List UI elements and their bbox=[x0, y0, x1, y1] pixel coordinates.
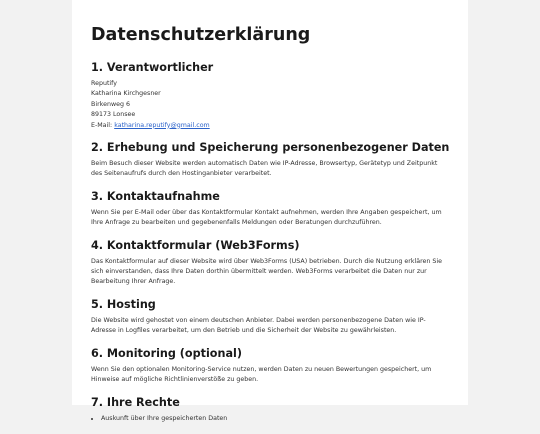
contact-person: Katharina Kirchgesner bbox=[91, 90, 161, 98]
body-line: Wenn Sie per E-Mail oder über das Kontaktformular Kontakt aufnehmen, werden Ihre Angaben gespeichert, um bbox=[91, 208, 442, 216]
section-body bbox=[91, 365, 451, 386]
city-address: 89173 Lonsee bbox=[91, 111, 136, 119]
section-heading: 5. Hosting bbox=[91, 297, 156, 311]
email-line bbox=[91, 121, 451, 131]
body-line: sich einverstanden, dass Ihre Daten dorthin übermittelt werden. Web3Forms verarbeitet die Daten nur zur bbox=[91, 268, 427, 276]
street-address: Birkenweg 6 bbox=[91, 100, 130, 108]
body-line: Die Website wird gehostet von einem deutschen Anbieter. Dabei werden personenbezogene Daten wie IP- bbox=[91, 316, 426, 324]
section-data-collection bbox=[91, 141, 451, 180]
body-line: Bearbeitung Ihrer Anfrage. bbox=[91, 278, 176, 286]
page-title: Datenschutzerklärung bbox=[91, 25, 311, 45]
body-line: Hinweise auf mögliche Richtlinienverstöße zu geben. bbox=[91, 376, 259, 384]
section-heading: 6. Monitoring (optional) bbox=[91, 346, 242, 360]
section-body bbox=[91, 79, 451, 131]
section-heading: 2. Erhebung und Speicherung personenbezogener Daten bbox=[91, 141, 450, 155]
section-body bbox=[91, 316, 451, 337]
privacy-content bbox=[91, 24, 451, 434]
section-contact-form bbox=[91, 239, 451, 288]
section-body bbox=[91, 159, 451, 180]
section-monitoring bbox=[91, 347, 451, 386]
section-heading: 4. Kontaktformular (Web3Forms) bbox=[91, 238, 300, 252]
section-controller bbox=[91, 61, 451, 131]
section-heading: 3. Kontaktaufnahme bbox=[91, 189, 220, 203]
body-line: Adresse in Logfiles verarbeitet, um den Betrieb und die Sicherheit der Website zu gewährleisten. bbox=[91, 327, 397, 335]
section-body bbox=[91, 208, 451, 229]
section-heading: 7. Ihre Rechte bbox=[91, 395, 180, 409]
section-rights bbox=[91, 396, 451, 424]
email-link[interactable]: katharina.reputify@gmail.com bbox=[114, 121, 210, 129]
section-hosting bbox=[91, 298, 451, 337]
section-body bbox=[91, 257, 451, 288]
body-line: Beim Besuch dieser Website werden automatisch Daten wie IP-Adresse, Browsertyp, Gerätetyp und Zeitpunkt bbox=[91, 160, 438, 168]
body-line: Ihre Anfrage zu bearbeiten und gegebenenfalls Meldungen oder Beratungen durchzuführen. bbox=[91, 219, 382, 227]
body-line: des Seitenaufrufs durch den Hostinganbieter verarbeitet. bbox=[91, 170, 272, 178]
body-line: Wenn Sie den optionalen Monitoring-Service nutzen, werden Daten zu neuen Bewertungen gespeichert, um bbox=[91, 365, 432, 373]
section-contact bbox=[91, 190, 451, 229]
section-heading: 1. Verantwortlicher bbox=[91, 61, 214, 74]
email-label: E-Mail: bbox=[91, 121, 113, 129]
list-item: • Auskunft über Ihre gespeicherten Daten bbox=[101, 414, 451, 424]
rights-list bbox=[91, 414, 451, 424]
body-line: Das Kontaktformular auf dieser Website wird über Web3Forms (USA) betrieben. Durch die Nutzung erklären Sie bbox=[91, 257, 443, 265]
company-name: Reputify bbox=[91, 80, 118, 87]
privacy-page bbox=[72, 0, 468, 422]
